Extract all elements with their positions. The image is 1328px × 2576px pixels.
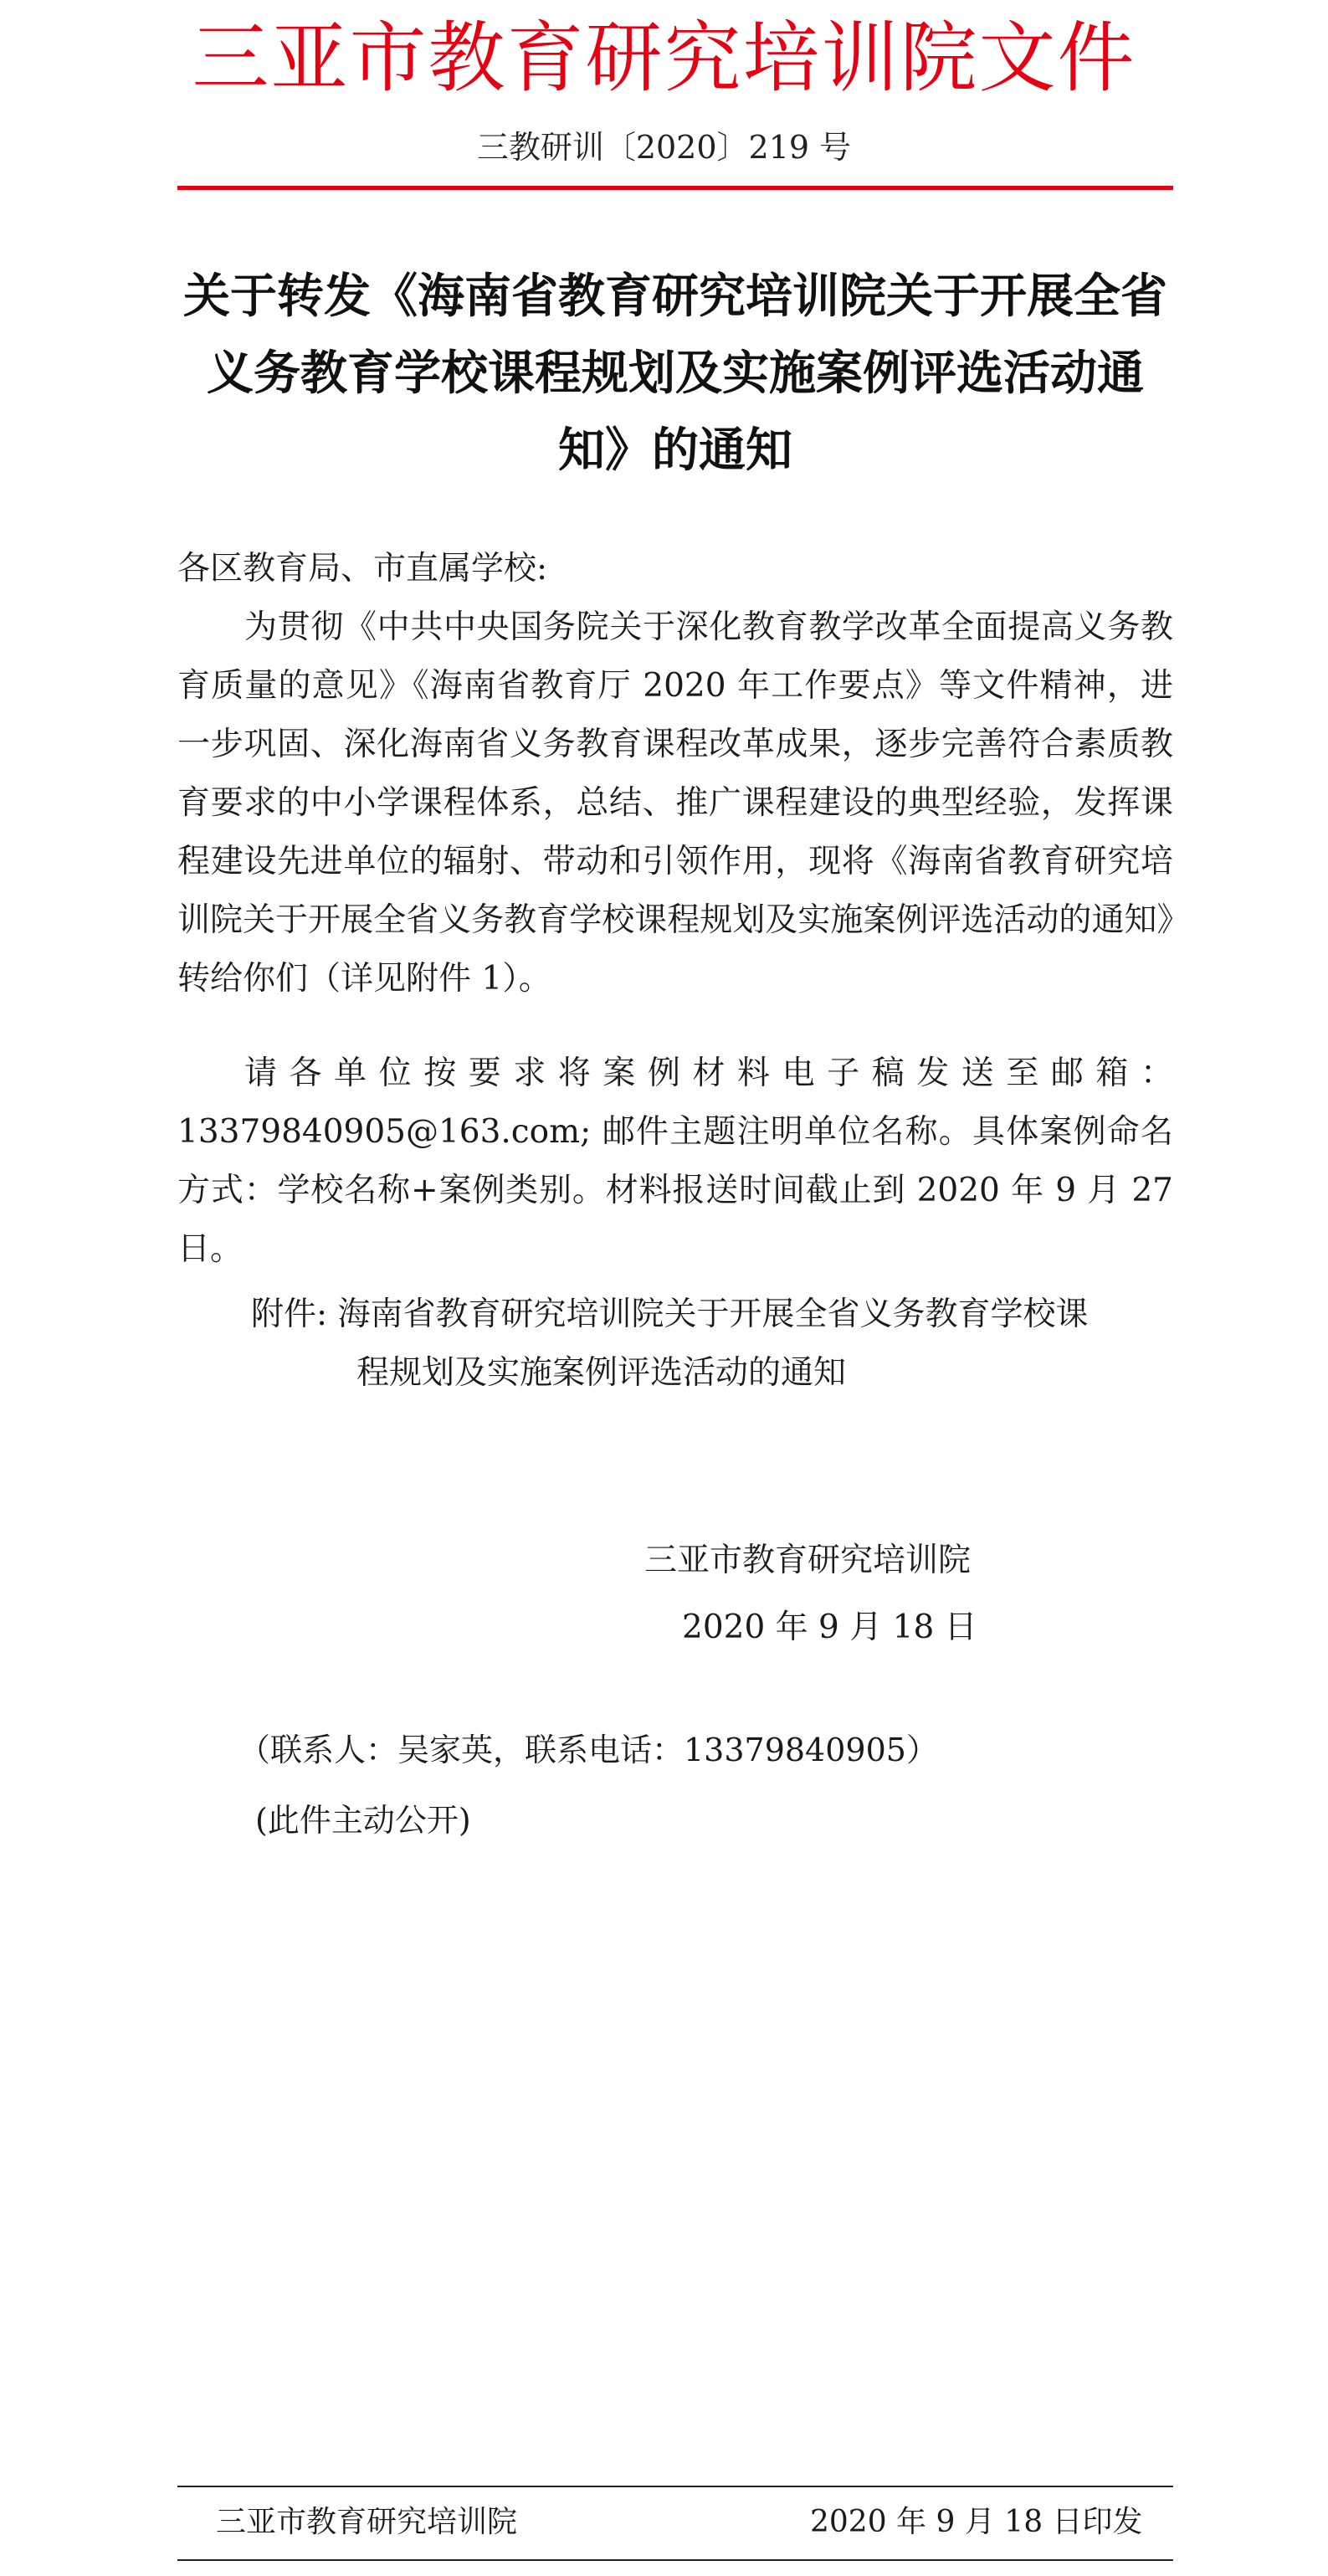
attachment-block xyxy=(251,1285,1173,1403)
attachment-line-1 xyxy=(251,1285,1173,1344)
salutation: 各区教育局、市直属学校: xyxy=(177,550,548,588)
document-title: 关于转发《海南省教育研究培训院关于开展全省义务教育学校课程规划及实施案例评选活动通知》的通知 xyxy=(183,269,1167,478)
footer-top-rule xyxy=(177,2486,1173,2487)
masthead-title: 三亚市教育研究培训院文件 xyxy=(192,13,1136,103)
footer-organization: 三亚市教育研究培训院 xyxy=(216,2505,518,2539)
document-number: 三教研训〔2020〕219 号 xyxy=(476,129,852,166)
attachment-line-2: 程规划及实施案例评选活动的通知 xyxy=(356,1354,847,1392)
footer-issue-date: 2020 年 9 月 18 日印发 xyxy=(810,2505,1143,2539)
public-note: (此件主动公开) xyxy=(255,1802,471,1839)
footer-bottom-rule xyxy=(177,2559,1173,2561)
body-paragraph-1: 为贯彻《中共中央国务院关于深化教育教学改革全面提高义务教育质量的意见》《海南省教育厅 2020 年工作要点》等文件精神，进一步巩固、深化海南省义务教育课程改革成果，逐步完善符合素质教育要求的中小学课程体系，总结、推广课程建设的典型经验，发挥课程建设先进单位的辐射、带动和引领作用，现将《海南省教育研究培训院关于开展全省义务教育学校课程规划及实施案例评选活动的通知》转给你们（详见附件 1）。 xyxy=(177,608,1173,998)
signature-organization: 三亚市教育研究培训院 xyxy=(644,1542,972,1579)
contact-info: （联系人：吴家英，联系电话：13379840905） xyxy=(238,1732,938,1768)
body-paragraph-2: 请各单位按要求将案例材料电子稿发送至邮箱：13379840905@163.com; 邮件主题注明单位名称。具体案例命名方式：学校名称+案例类别。材料报送时间截止到 2020 年 9 月 27 日。 xyxy=(177,1055,1173,1268)
red-header-rule xyxy=(177,186,1173,190)
signature-date: 2020 年 9 月 18 日 xyxy=(682,1609,977,1646)
attachment-text-1: 海南省教育研究培训院关于开展全省义务教育学校课 xyxy=(337,1296,1089,1333)
attachment-label: 附件: xyxy=(251,1296,338,1333)
